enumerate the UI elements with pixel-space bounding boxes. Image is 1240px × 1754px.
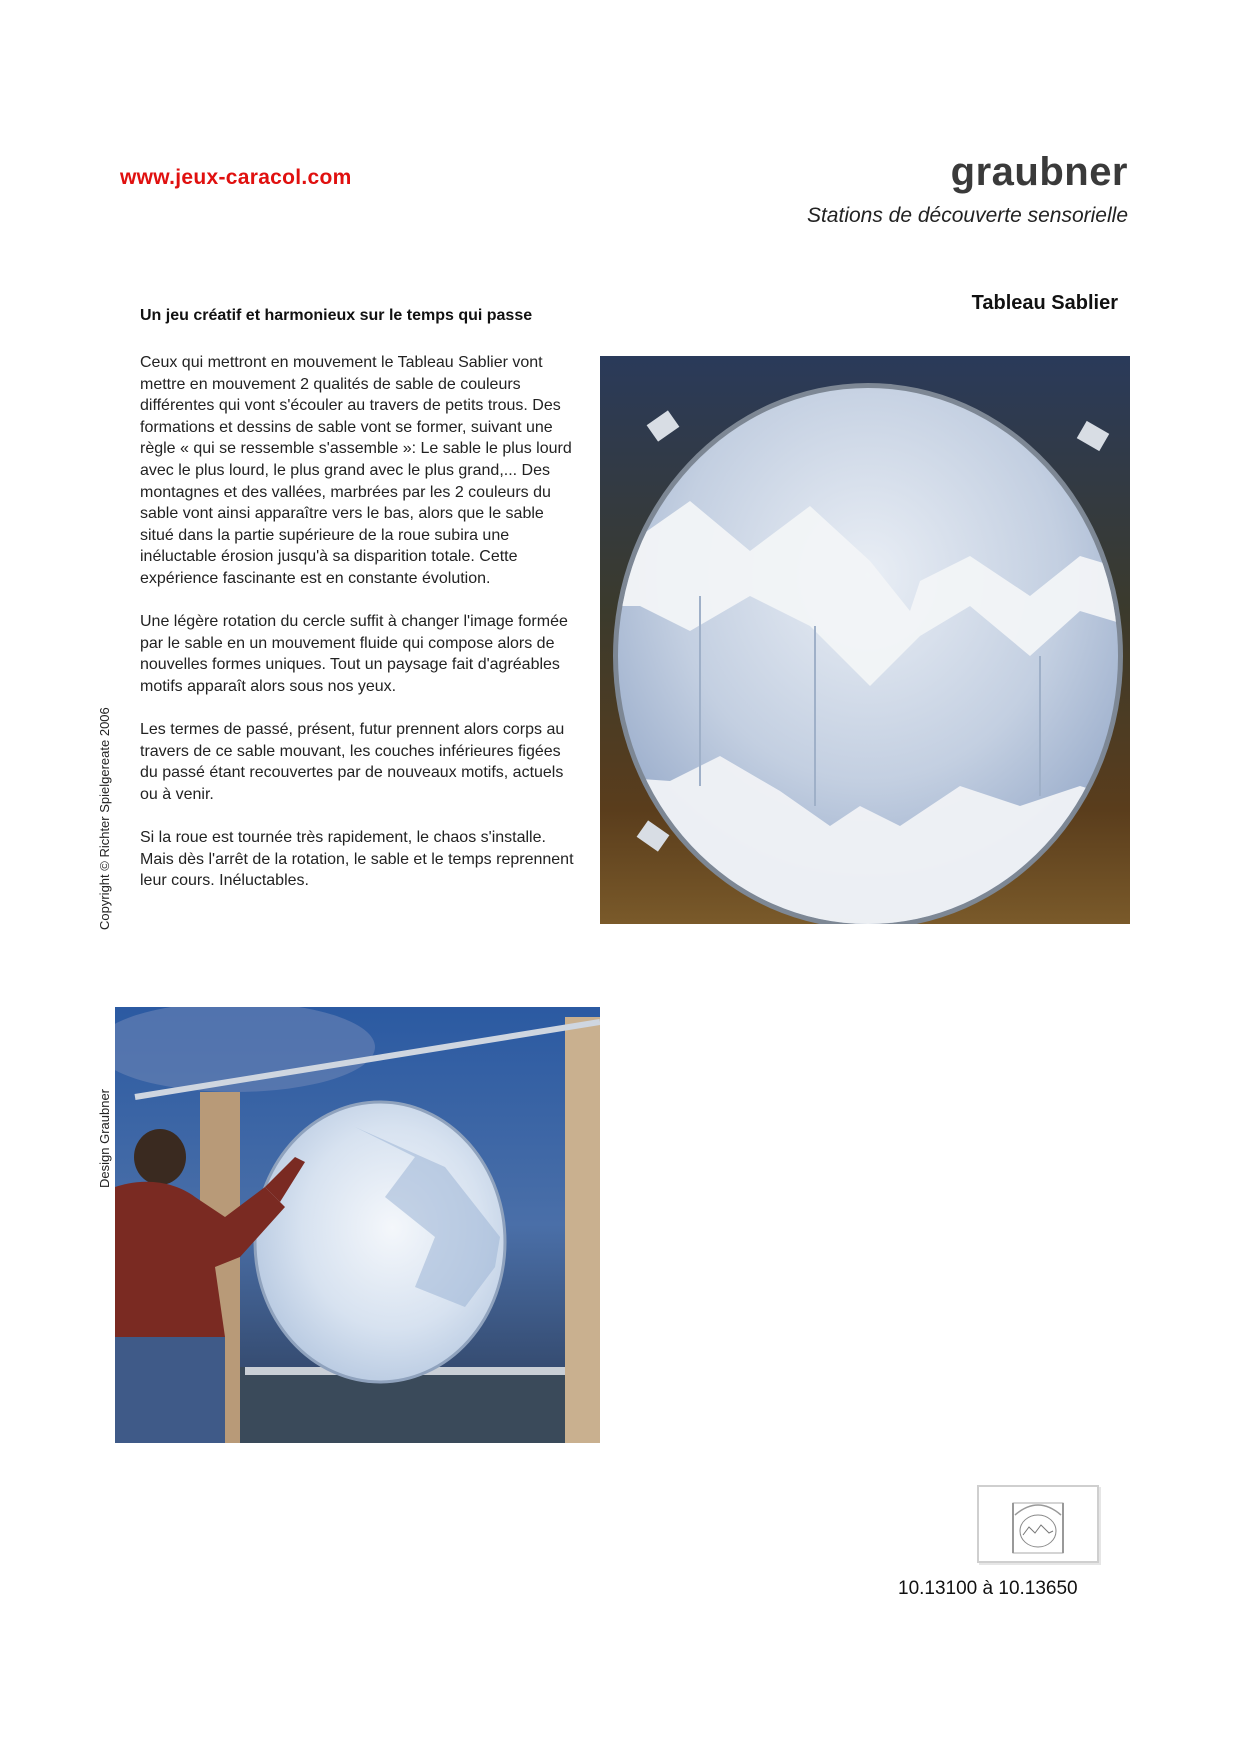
- product-title: Tableau Sablier: [971, 292, 1118, 314]
- description-text: [140, 352, 580, 913]
- paragraph: Les termes de passé, présent, futur prennent alors corps au travers de ce sable mouvant, les couches inférieures figées du passé étant recouvertes par de nouveaux motifs, actuels ou à venir.: [140, 721, 565, 803]
- product-thumbnail: [977, 1485, 1099, 1563]
- paragraph: Une légère rotation du cercle suffit à changer l'image formée par le sable en un mouvement fluide qui compose alors de nouvelles formes uniques. Tout un paysage fait d'agréables motifs apparaît alors sous nos yeux.: [140, 613, 568, 695]
- brand-logo: graubner: [950, 150, 1128, 194]
- paragraph: Ceux qui mettront en mouvement le Tableau Sablier vont mettre en mouvement 2 qualités de sable de couleurs différentes qui vont s'écouler au travers de petits trous. Des formations et dessins de sable vont se former, suivant une règle « qui se ressemble s'assemble »: Le sable le plus lourd avec le plus lourd, le plus grand avec le plus grand,... Des montagnes et des vallées, marbrées par les 2 couleurs du sable vont ainsi apparaître vers le bas, alors que le sable situé dans la partie supérieure de la roue subira une inéluctable érosion jusqu'à sa disparition totale. Cette expérience fascinante est en constante évolution.: [140, 354, 572, 587]
- paragraph: Si la roue est tournée très rapidement, le chaos s'installe. Mais dès l'arrêt de la rotation, le sable et le temps reprennent leur cours. Inéluctables.: [140, 829, 574, 890]
- website-link[interactable]: www.jeux-caracol.com: [120, 166, 352, 189]
- intro-heading: Un jeu créatif et harmonieux sur le temps qui passe: [140, 307, 533, 324]
- design-credit: Design Graubner: [97, 1089, 112, 1188]
- sand-wheel-photo: [600, 356, 1130, 924]
- brand-tagline: Stations de découverte sensorielle: [806, 204, 1128, 227]
- article-number: 10.13100 à 10.13650: [898, 1578, 1078, 1599]
- copyright-note: Copyright © Richter Spielgereate 2006: [97, 707, 112, 930]
- product-sketch-icon: [979, 1487, 1097, 1561]
- person-rotating-wheel-photo: [115, 1007, 600, 1443]
